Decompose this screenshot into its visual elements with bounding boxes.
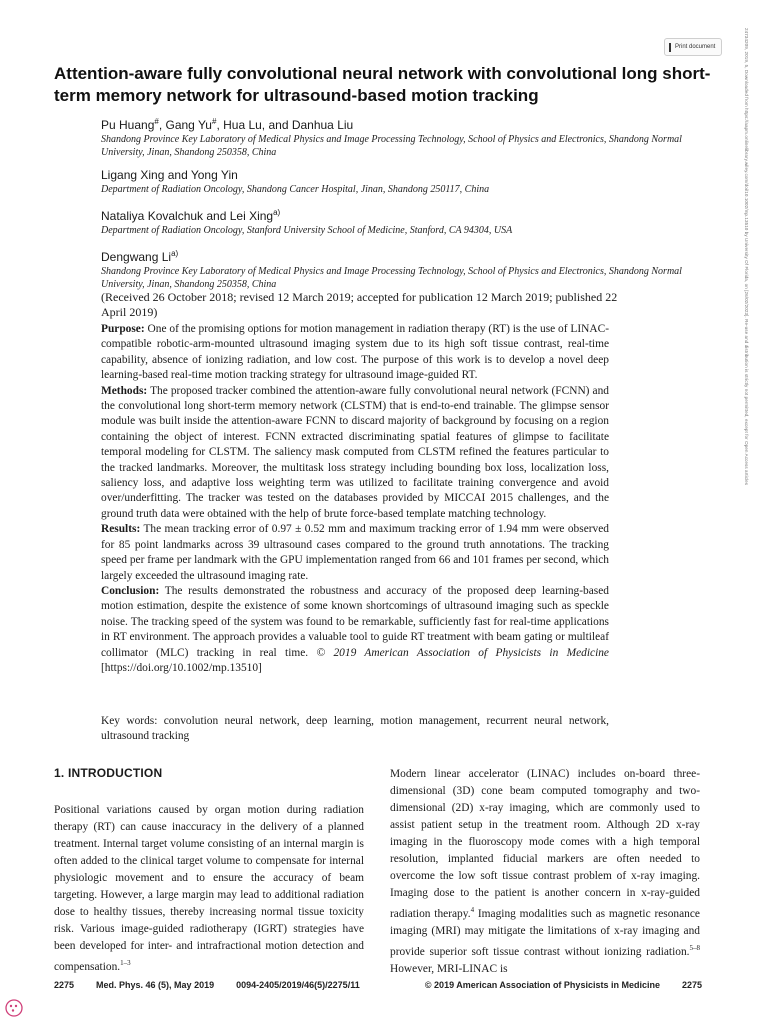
page-number-left: 2275	[54, 980, 75, 990]
print-icon	[669, 43, 671, 52]
author-group-3	[101, 205, 721, 237]
intro-paragraph-right: Modern linear accelerator (LINAC) includes on-board three-dimensional (3D) cone beam computed tomography and two-dimensional (2D) x-ray imaging, which are commonly used to assist patient setup in the treatment room. Although 2D x-ray imaging in the fluoroscopy mode comes with a high temporal resolution, implanted fiducial markers are often needed to overcome the low soft tissue contrast problem of x-ray imaging. Imaging dose to the patient is another concern in x-ray-guided radiation therapy.$^4$ Imaging modalities such as magnetic resonance imaging (MRI) may mitigate the limitations of x-ray imaging and provide superior soft tissue contrast without ionizing radiation.$^{5-8}$ However, MRI-LINAC is	[390, 768, 700, 975]
page-number-right: 2275	[681, 980, 702, 990]
intro-left-column	[54, 766, 364, 976]
author-affiliation: Shandong Province Key Laboratory of Medical Physics and Image Processing Technology, School of Physics and Electronics, Shandong Normal University, Jinan, Shandong 250358, China	[101, 266, 682, 290]
abstract-methods: Methods: The proposed tracker combined the attention-aware fully convolutional neural network (FCNN) and the convolutional long short-term memory network (CLSTM) that is end-to-end trainable. The glimpse sensor module was built inside the attention-aware FCNN to discard majority of background by focusing on a region containing the object of interest. FCNN extracted discriminating spatial features of glimpse to facilitate temporal modeling for CLSTM. The saliency mask computed from CLSTM refined the features particular to the tracked landmarks. Moreover, the multitask loss strategy including bounding box loss, localization loss, saliency loss, and adaptive loss weighting term was utilized to facilitate training convergence and avoid over/underfitting. The tracker was tested on the databases provided by MICCAI 2015 challenges, and the ground truth data were obtained with the help of brute force-based template matching technology.	[101, 384, 609, 520]
author-affiliation: Department of Radiation Oncology, Stanford University School of Medicine, Stanford, CA 94304, USA	[101, 225, 513, 236]
print-document-button[interactable]	[664, 38, 722, 56]
side-download-note: 24734209, 2019, 5, Downloaded from https://aapm.onlinelibrary.wiley.com/doi/10.1002/mp.13510 by University Of Florida, on [26/02/2023]. Re-use and distribution is strictly not permitted, except for Open Access articles	[744, 28, 749, 486]
accessibility-icon[interactable]	[4, 998, 24, 1018]
journal-citation: Med. Phys. 46 (5), May 2019	[96, 980, 215, 990]
author-group-2	[101, 168, 721, 196]
author-names: Ligang Xing and Yong Yin	[101, 168, 238, 182]
abstract-results: Results: The mean tracking error of 0.97 ± 0.52 mm and maximum tracking error of 1.94 mm were observed for 85 point landmarks across 39 ultrasound cases compared to the ground truth annotations. The tracking speed per frame per landmark with the GPU implementation ranged from 66 and 101 frames per second, which largely exceeded the ultrasound imaging rate.	[101, 523, 609, 582]
abstract	[101, 322, 609, 676]
page-footer	[54, 980, 702, 990]
print-document-label: Print document	[675, 44, 716, 50]
author-names: Pu Huang#, Gang Yu#, Hua Lu, and Danhua Liu	[101, 117, 354, 132]
section-heading: 1. INTRODUCTION	[54, 766, 163, 780]
issn: 0094-2405/2019/46(5)/2275/11	[236, 980, 360, 990]
received-dates: (Received 26 October 2018; revised 12 March 2019; accepted for publication 12 March 2019; published 22 April 2019)	[101, 290, 618, 319]
author-names: Dengwang Li$^{a)}$	[101, 249, 179, 264]
doi-link[interactable]: [https://doi.org/10.1002/mp.13510]	[101, 661, 262, 674]
author-names: Nataliya Kovalchuk and Lei Xing$^{a)}$	[101, 208, 281, 223]
author-list	[101, 114, 721, 300]
keywords: Key words: convolution neural network, deep learning, motion management, recurrent neural network, ultrasound tracking	[101, 715, 609, 743]
abstract-conclusion: Conclusion: The results demonstrated the robustness and accuracy of the proposed deep learning-based motion estimation, despite the existence of some known shortcomings of ultrasound imaging such as speckle noise. The tracking speed of the system was found to be remarkable, sufficiently fast for real-time applications in RT environment. The approach provides a valuable tool to guide RT treatment with beam gating or multileaf collimator (MLC) tracking in real time. © 2019 American Association of Physicists in Medicine [https://doi.org/10.1002/mp.13510]	[101, 584, 609, 674]
abstract-purpose: Purpose: One of the promising options for motion management in radiation therapy (RT) is the use of LINAC-compatible robotic-arm-mounted ultrasound imaging system due to its high soft tissue contrast, real-time capability, absence of ionizing radiation, and low cost. The purpose of this work is to develop a novel deep learning-based real-time motion tracking strategy for ultrasound image-guided RT.	[101, 323, 609, 382]
intro-right-column	[390, 766, 700, 978]
author-group-4	[101, 246, 721, 291]
citation-ref[interactable]: 5–8	[689, 943, 700, 952]
intro-paragraph-left: Positional variations caused by organ motion during radiation therapy (RT) can cause inaccuracy in the delivery of a planned treatment. Internal target volume consisting of an internal margin is often added to the clinical target volume to compensate for internal physiologic movement and to ensure the accuracy of beam targeting. However, a large margin may lead to additional radiation dose to healthy tissues, thereby increasing normal tissue toxicity risk. Various image-guided radiotherapy (IGRT) strategies have been developed for inter- and intrafractional motion detection and compensation.$^{1-3}$	[54, 804, 364, 973]
author-affiliation: Shandong Province Key Laboratory of Medical Physics and Image Processing Technology, School of Physics and Electronics, Shandong Normal University, Jinan, Shandong 250358, China	[101, 134, 682, 158]
author-group-1	[101, 114, 721, 159]
article-title: Attention-aware fully convolutional neural network with convolutional long short-term memory network for ultrasound-based motion tracking	[54, 64, 711, 105]
citation-ref[interactable]: 4	[470, 906, 475, 914]
citation-ref[interactable]: 1–3	[120, 959, 131, 967]
footer-copyright: © 2019 American Association of Physicists in Medicine	[424, 980, 660, 990]
author-affiliation: Department of Radiation Oncology, Shandong Cancer Hospital, Jinan, Shandong 250117, China	[101, 184, 490, 195]
